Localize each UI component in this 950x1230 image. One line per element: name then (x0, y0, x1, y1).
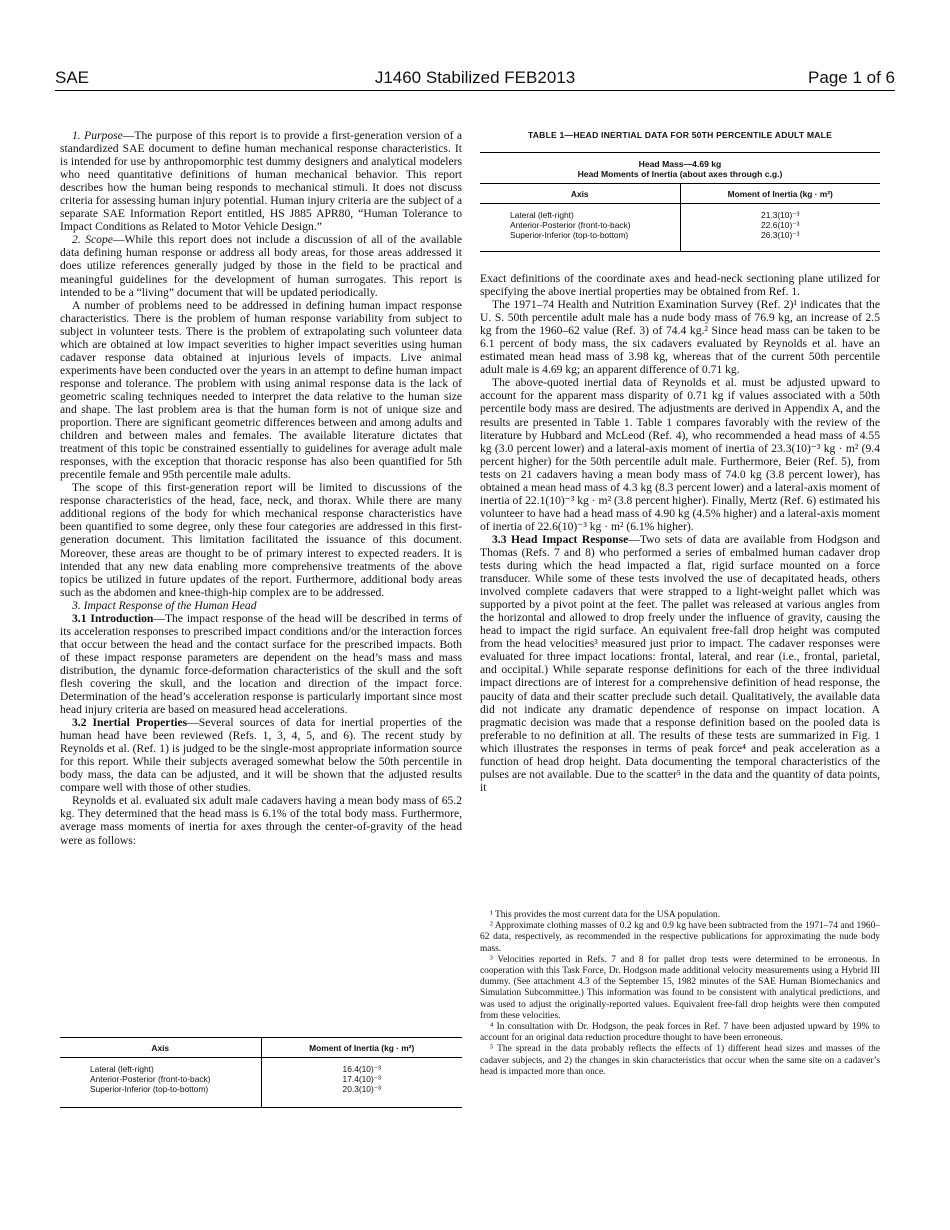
inertial-properties-paragraph: 3.2 Inertial Properties—Several sources of data for inertial properties of the human head have been reviewed (Refs. 1, 3, 4, 5, and 6). The recent study by Reynolds et al. (Ref. 1) is judged to be the single-most appropriate information source for this report. While their subjects averaged somewhat below the 50th percentile in body mass, the data can be adjusted, and it will be shown that the adjusted results compare well with those of other studies. (60, 716, 462, 795)
table-cell-axis: Anterior-Posterior (front-to-back) (60, 1074, 261, 1084)
purpose-paragraph: 1. Purpose—The purpose of this report is to provide a first-generation version of a standardized SAE document to define human mechanical response characteristics. It is intended for use by anthropomorphic test dummy designers and analytical modelers who need quantitative definitions of human mechanical behavior. This report describes how the human being responds to mechanical stimuli. It does not discuss criteria for assessing human injury potential. Human injury criteria are the subject of a separate SAE Information Report entitled, HS J885 APR80, “Human Tolerance to Impact Conditions as Related to Motor Vehicle Design.” (60, 129, 462, 234)
column-header-moment: Moment of Inertia (kg · m²) (680, 184, 880, 204)
footnote: ⁴ In consultation with Dr. Hodgson, the peak forces in Ref. 7 have been adjusted upward by 19% to account for an original data reduction procedure thought to have been erroneous. (480, 1022, 880, 1044)
header-page-number: Page 1 of 6 (808, 68, 895, 87)
footnotes (480, 910, 880, 1078)
table-1-title: TABLE 1—HEAD INERTIAL DATA FOR 50TH PERCENTILE ADULT MALE (527, 130, 833, 140)
column-header-axis: Axis (60, 1038, 261, 1058)
table-cell-axis: Superior-Inferior (top-to-bottom) (480, 230, 680, 250)
body-paragraph: Reynolds et al. evaluated six adult male cadavers having a mean body mass of 65.2 kg. They determined that the head mass is 6.1% of the total body mass. Furthermore, average mass moments of inertia for axes through the center-of-gravity of the head were as follows: (60, 794, 462, 847)
footnote: ¹ This provides the most current data for the USA population. (490, 910, 720, 920)
table-cell-axis: Superior-Inferior (top-to-bottom) (60, 1084, 261, 1106)
body-paragraph: The above-quoted inertial data of Reynolds et al. must be adjusted upward to account for the apparent mass disparity of 0.71 kg if values associated with a 50th percentile body mass are desired. The adjustments are derived in Appendix A, and the results are presented in Table 1. Table 1 compares favorably with the review of the literature by Hubbard and McLeod (Ref. 4), who recommended a head mass of 4.55 kg (3.0 percent lower) and a lateral-axis moment of inertia of 23.3(10)⁻³ kg · m² (9.4 percent higher) for the 50th percentile adult male. Furthermore, Beier (Ref. 5), from tests on 21 cadavers having a mean body mass of 74.0 kg (3.8 percent lower), has obtained a mean head mass of 4.3 kg (8.3 percent lower) and a lateral-axis moment of inertia of 22.1(10)⁻³ kg · m² (3.8 percent higher). Finally, Mertz (Ref. 6) estimated his volunteer to have had a head mass of 4.90 kg (4.5% higher) and a lateral-axis moment of inertia of 22.6(10)⁻³ kg · m² (6.1% higher). (480, 376, 880, 533)
scope-heading: Scope (85, 233, 113, 247)
table-cell-value: 20.3(10)⁻³ (342, 1084, 381, 1095)
left-column (60, 129, 462, 847)
table-cell-value: 26.3(10)⁻³ (761, 230, 800, 241)
subsection-heading: 3.3 Head Impact Response (492, 532, 629, 546)
table-cell-value: 21.3(10)⁻³ (761, 210, 800, 220)
table-1-head-mass: Head Mass—4.69 kg (638, 159, 722, 169)
purpose-heading: Purpose (84, 129, 123, 142)
table-1-subtitle: Head Moments of Inertia (about axes through c.g.) (577, 169, 783, 179)
head-impact-response-paragraph: 3.3 Head Impact Response—Two sets of data are available from Hodgson and Thomas (Refs. 7 and 8) who performed a series of embalmed human cadaver drop tests during which the head impacted a flat, rigid surface mounted on a force transducer. While some of these tests involved the use of decapitated heads, others involved complete cadavers that were strapped to a light-weight pallet which was supported by a pivot point at the feet. The pallet was released at various angles from the horizontal and allowed to drop freely under the influence of gravity, causing the head to impact the rigid surface. An equivalent free-fall drop height was computed from the head velocities³ measured just prior to impact. The cadaver responses were evaluated for three impact locations: frontal, lateral, and rear (i.e., frontal, parietal, and occipital.) While separate response definitions for each of the three individual impact directions are of interest for a comprehensive definition of head response, the paucity of data and their scatter preclude such detail. Qualitatively, the available data did not indicate any dramatic dependence of response on impact location. A pragmatic decision was made that a response definition based on the pooled data is preferable to no definition at all. The results of these tests are summarized in Fig. 1 which illustrates the responses in terms of peak force⁴ and peak acceleration as a function of head drop height. Data documenting the temporal characteristics of the pulses are not available. Due to the scatter⁵ in the data and the quantity of data points, it (480, 532, 880, 794)
body-paragraph: The scope of this first-generation report will be limited to discussions of the response characteristics of the head, face, neck, and thorax. While there are many additional regions of the body for which mechanical response characteristics have been quantified to some degree, only these four categories are addressed in this first-generation document. This limitation facilitated the issuance of this document. Moreover, these areas are thought to be of primary interest to expected readers. It is intended that any new data enabling more comprehensive treatments of the above topics be utilized in future updates of the report. Furthermore, additional body areas such as the abdomen and knee-thigh-hip complex are to be addressed. (60, 481, 462, 599)
footnote: ³ Velocities reported in Refs. 7 and 8 for pallet drop tests were determined to be erroneous. In cooperation with this Task Force, Dr. Hodgson made additional velocity measurements using a Hybrid III dummy. (See attachment 4.3 of the September 15, 1982 minutes of the SAE Human Biomechanics and Simulation Subcommittee.) This information was found to be consistent with analytical predictions, and was used to adjust the originally-reported values. Equivalent free-fall drop heights were then computed from these velocities. (480, 954, 880, 1021)
introduction-paragraph: 3.1 Introduction—The impact response of the head will be described in terms of its acceleration responses to prescribed impact conditions and/or the interaction forces that occur between the head and the contact surface for the prescribed impacts. Both of these impact response parameters are dependent on the head’s mass and mass distribution, the dynamic force-deformation characteristics of the skull and the soft flesh covering the skull, and the location and direction of the impact force. Determination of the head’s acceleration response is particularly important since most head injury criteria are based on measured head accelerations. (60, 611, 462, 717)
body-paragraph: Exact definitions of the coordinate axes and head-neck sectioning plane utilized for specifying the above inertial properties may be obtained from Ref. 1. (480, 272, 880, 299)
scope-paragraph: 2. Scope—While this report does not include a discussion of all of the available data defining human response or address all body areas, for those areas addressed it does utilize references generally judged by those in the field to be practical and meaningful guidelines for the development of human surrogates. This report is intended to be a “living” document that will be updated periodically. (60, 233, 462, 299)
footnote: ⁵ The spread in the data probably reflects the effects of 1) different head sizes and masses of the cadaver subjects, and 2) the changes in skin characteristics that occur when the same site on a cadaver’s head is impacted more than once. (480, 1044, 880, 1077)
page-header (55, 68, 895, 91)
subsection-heading: 3.2 Inertial Properties (72, 716, 188, 730)
table-cell-value: 16.4(10)⁻³ (342, 1064, 381, 1074)
table-1 (480, 130, 880, 252)
body-paragraph: A number of problems need to be addressed in defining human impact response characteristics. There is the problem of human response variability from subject to subject in volunteer tests. There is the problem of extrapolating such volunteer data which are obtained at low impact severities to higher impact severities using human cadaver response data obtained at injurious levels of impacts. Live animal experiments have been conducted over the years in an attempt to define human impact response and tolerance. The problem with using animal response data is the lack of geometric scaling techniques needed to interpret the data relative to the human size and shape. The last problem area is that the human form is not of unique size and proportion. There are significant geometric differences between and among adults and children and between males and females. The available literature dictates that treatment of this topic be constrained essentially to guidelines for average adult male responses, with the exception that thoracic response has also been quantified for 5th precentile female and 95th percentile male adults. (60, 298, 462, 482)
header-org: SAE (55, 68, 90, 87)
table-cell-axis: Lateral (left-right) (60, 1058, 261, 1075)
subsection-heading: 3.1 Introduction (72, 611, 154, 625)
table-cell-value: 17.4(10)⁻³ (342, 1074, 381, 1085)
table-cell-value: 22.6(10)⁻³ (761, 220, 800, 231)
body-paragraph: The 1971–74 Health and Nutrition Examination Survey (Ref. 2)¹ indicates that the U. S. 50th percentile adult male has a nude body mass of 76.9 kg, an increase of 2.5 kg from the 1960–62 value (Ref. 3) of 74.4 kg.² Since head mass can be taken to be 6.1 percent of body mass, the six cadavers evaluated by Reynolds et al. have an estimated mean head mass of 3.98 kg, whereas that of the current 50th percentile adult male is 4.69 kg; an apparent difference of 0.71 kg. (480, 298, 880, 377)
table-cell-axis: Lateral (left-right) (480, 204, 680, 221)
footnote: ² Approximate clothing masses of 0.2 kg and 0.9 kg have been subtracted from the 1971–74 and 1960–62 data, respectively, as recommended in the respective publications for approximating the nude body mass. (480, 921, 880, 954)
reynolds-inertia-table (60, 1037, 462, 1108)
header-doc-id: J1460 Stabilized FEB2013 (374, 68, 576, 87)
column-header-axis: Axis (480, 184, 680, 204)
column-header-moment: Moment of Inertia (kg · m²) (261, 1038, 462, 1058)
section-heading-3: 3. Impact Response of the Human Head (72, 598, 257, 612)
table-cell-axis: Anterior-Posterior (front-to-back) (480, 220, 680, 230)
right-column (480, 272, 880, 794)
